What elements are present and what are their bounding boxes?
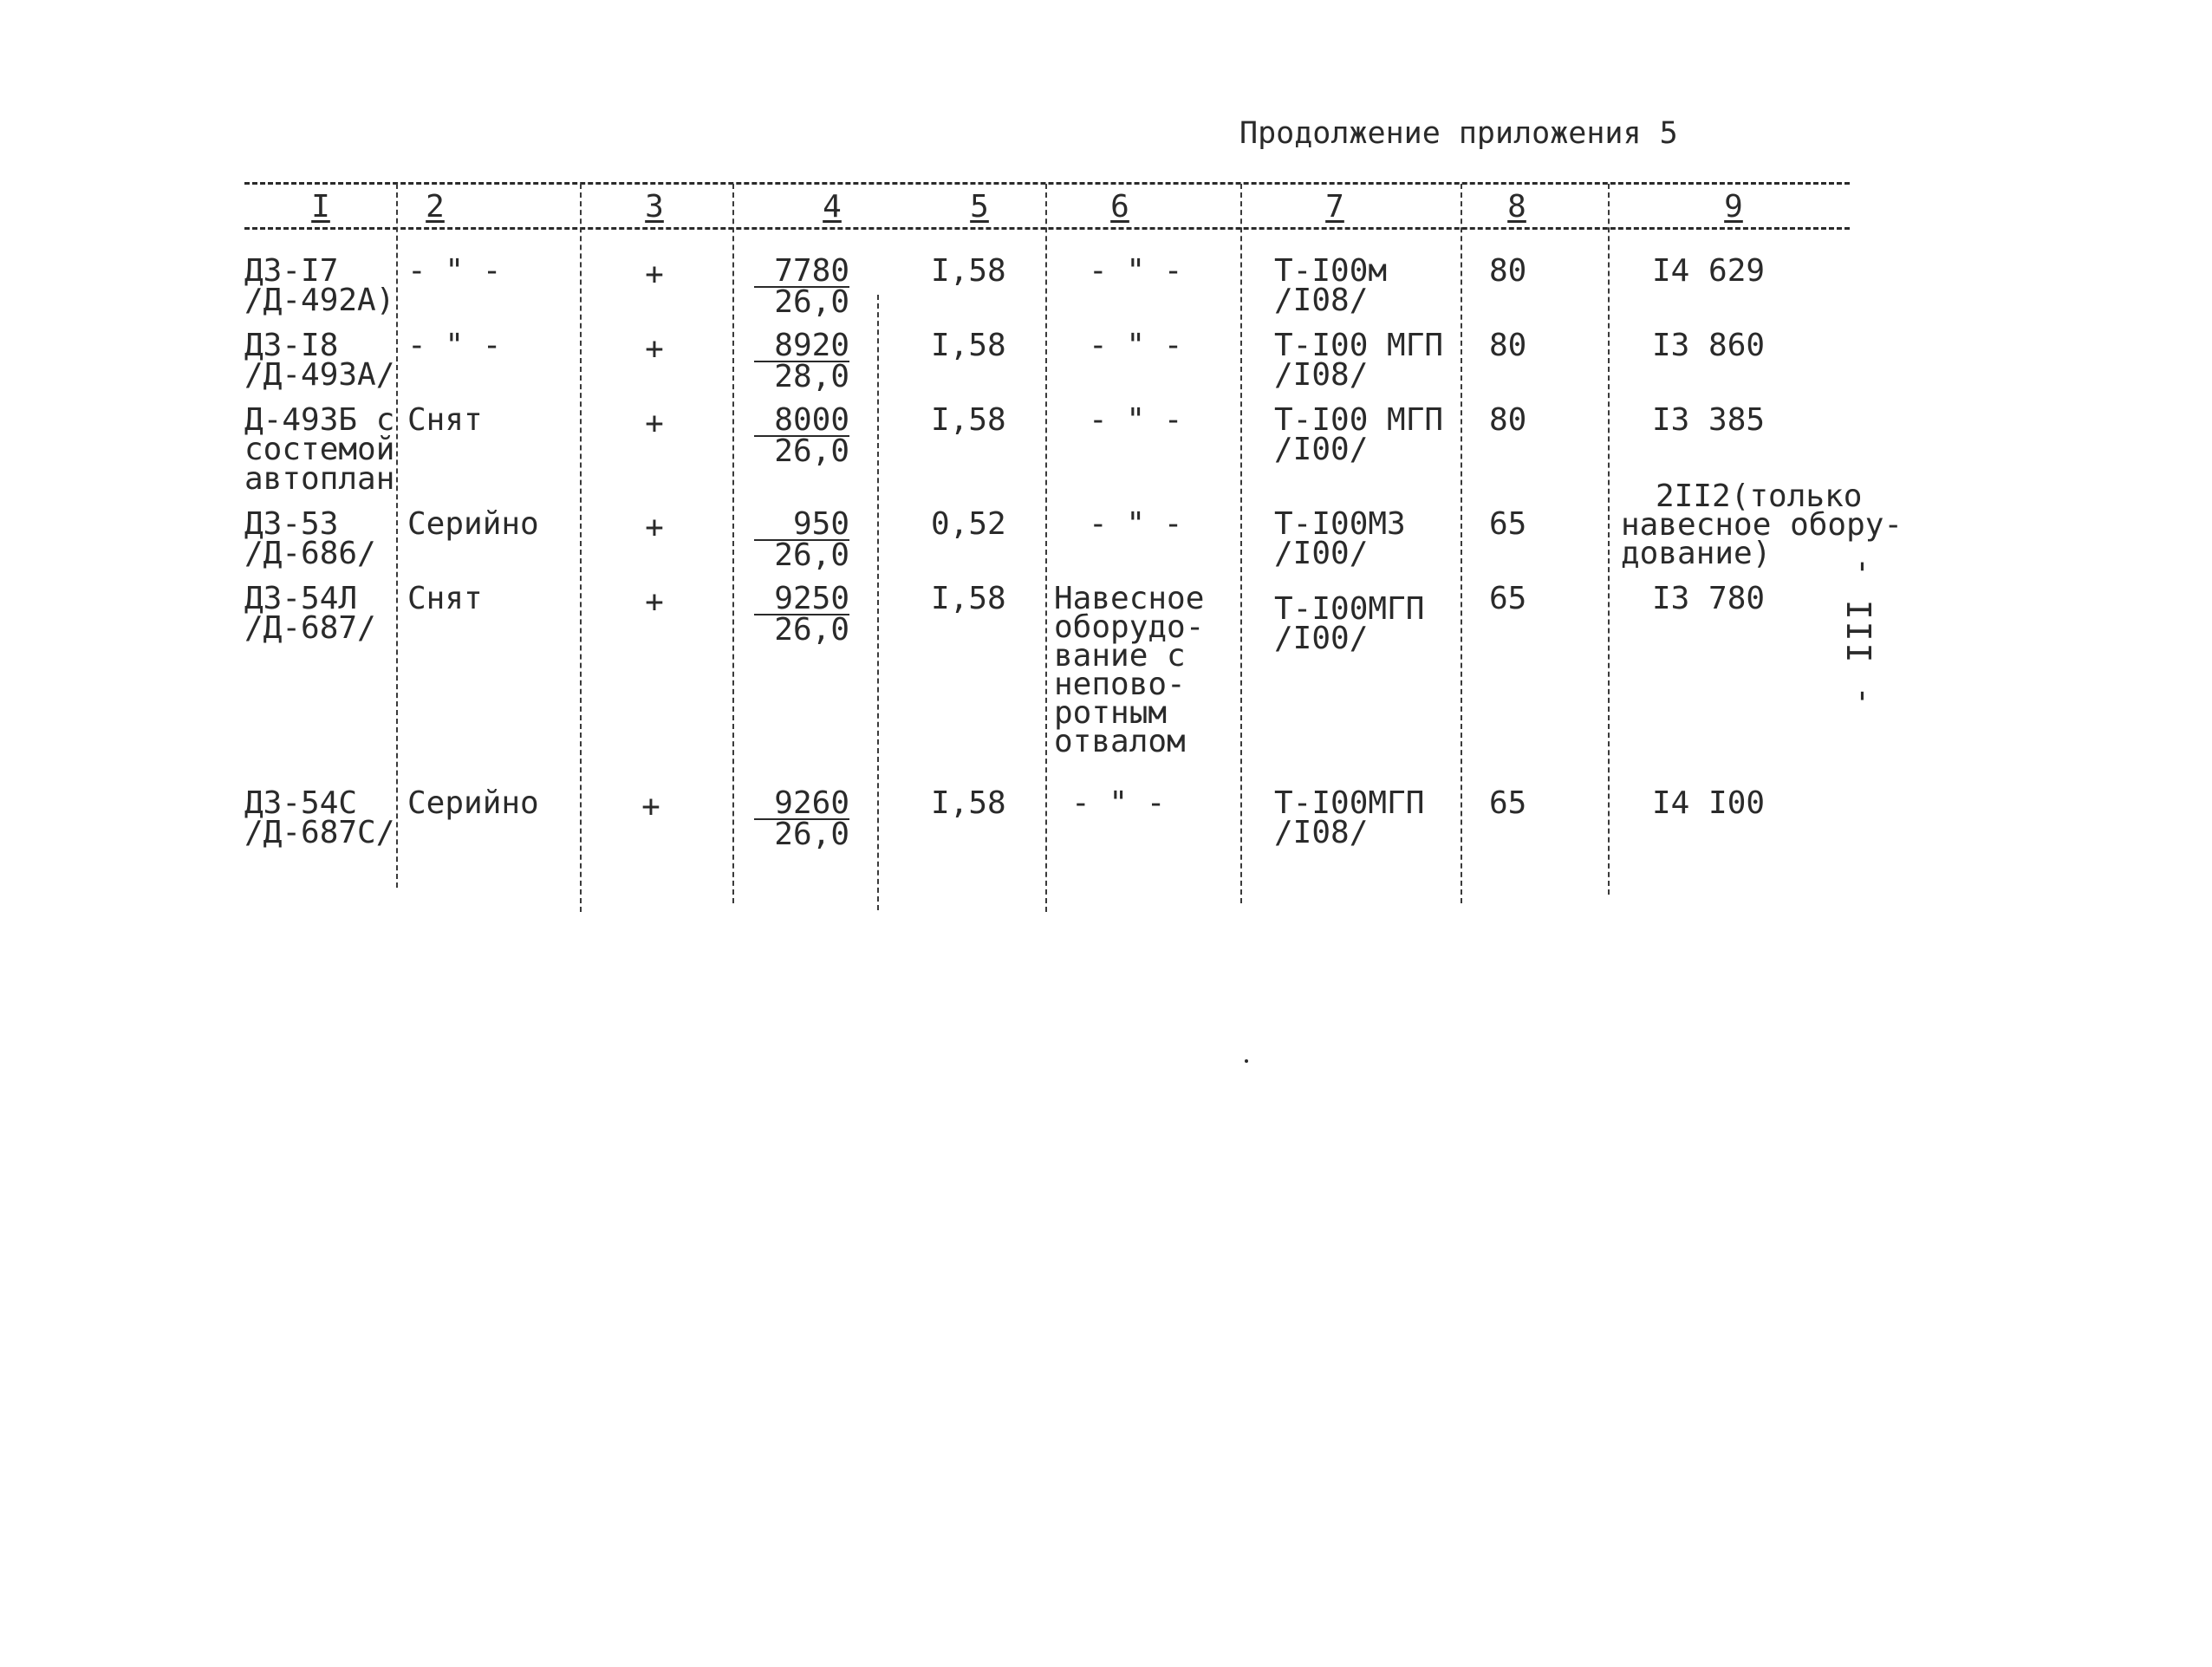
table-cell-equipment (1071, 785, 1166, 821)
column-header-5: 5 (970, 189, 989, 225)
column-separator (1461, 184, 1462, 903)
tractor-line: Т-I00МГП (1274, 591, 1425, 627)
column-header-6: 6 (1110, 189, 1129, 225)
price-line: I3 780 (1652, 581, 1766, 616)
column-separator (877, 295, 879, 910)
equipment-line: - " - (1089, 506, 1183, 542)
fraction-denominator: 26,0 (774, 612, 849, 648)
table-cell-equipment (1089, 506, 1183, 542)
table-cell-fraction (754, 253, 849, 320)
model-line: ДЗ-I7 (244, 253, 339, 289)
column-separator (1608, 184, 1610, 895)
column-header-8: 8 (1507, 189, 1526, 225)
table-cell-power: 80 (1489, 253, 1527, 289)
model-line: /Д-687С/ (244, 815, 395, 850)
table-cell-tractor (1274, 328, 1444, 393)
table-cell-price (1652, 581, 1766, 616)
column-separator (1240, 184, 1242, 903)
tractor-line: /I00/ (1274, 621, 1369, 656)
tractor-line: Т-I00 МГП (1274, 402, 1444, 438)
table-cell-model (244, 402, 395, 497)
table-cell-power: 65 (1489, 506, 1527, 542)
table-cell-price (1652, 402, 1766, 438)
table-cell-mark: + (645, 406, 664, 441)
table-cell-equipment (1089, 328, 1183, 363)
page-number: - III - (1841, 555, 1879, 707)
tractor-line: Т-I00МГП (1274, 785, 1425, 821)
table-cell-price (1652, 785, 1766, 821)
table-cell-mark: + (641, 789, 660, 824)
table-cell-price (1652, 328, 1766, 363)
table-cell-model (244, 785, 395, 850)
table-cell-model (244, 506, 376, 571)
table-cell-fraction (754, 328, 849, 394)
model-line: ДЗ-53 (244, 506, 339, 542)
column-header-3: 3 (645, 189, 664, 225)
column-header-2: 2 (426, 189, 445, 225)
table-cell-mark: + (645, 584, 664, 620)
equipment-line: Навесное (1054, 581, 1205, 616)
column-header-7: 7 (1325, 189, 1344, 225)
fraction-numerator: 9250 (754, 584, 849, 615)
table-cell-tractor (1274, 506, 1406, 571)
fraction-numerator: 7780 (754, 257, 849, 288)
table-cell-tractor (1274, 253, 1388, 318)
equipment-line: - " - (1089, 253, 1183, 289)
model-line: /Д-687/ (244, 610, 376, 646)
table-cell-value: I,58 (931, 253, 1006, 289)
table-cell-value: I,58 (931, 402, 1006, 438)
equipment-line: - " - (1071, 785, 1166, 821)
table-cell-tractor (1274, 785, 1425, 850)
price-line: 2II2(только (1656, 479, 1863, 514)
stray-mark (1245, 1059, 1248, 1063)
price-line: I3 860 (1652, 328, 1766, 363)
table-cell-status: - " - (407, 253, 502, 289)
column-separator (732, 184, 734, 903)
model-line: состемой (244, 432, 395, 467)
table-cell-status: Серийно (407, 506, 539, 542)
model-line: ДЗ-I8 (244, 328, 339, 363)
equipment-line: - " - (1089, 328, 1183, 363)
tractor-line: Т-I00м (1274, 253, 1388, 289)
tractor-line: Т-I00 МГП (1274, 328, 1444, 363)
fraction-denominator: 28,0 (774, 359, 849, 394)
table-cell-tractor (1274, 591, 1425, 656)
equipment-line: ротным (1054, 695, 1168, 731)
table-cell-value: I,58 (931, 581, 1006, 616)
column-header-1: I (311, 189, 330, 225)
fraction-denominator: 26,0 (774, 817, 849, 852)
model-line: ДЗ-54С (244, 785, 358, 821)
column-separator (396, 184, 398, 888)
table-cell-mark: + (645, 257, 664, 292)
tractor-line: Т-I00МЗ (1274, 506, 1406, 542)
equipment-line: оборудо- (1054, 609, 1205, 645)
model-line: /Д-493А/ (244, 357, 395, 393)
table-cell-equipment (1054, 581, 1205, 759)
model-line: Д-493Б с (244, 402, 395, 438)
price-line: навесное обору- (1621, 507, 1903, 543)
table-cell-mark: + (645, 510, 664, 545)
price-line: I4 629 (1652, 253, 1766, 289)
model-line: ДЗ-54Л (244, 581, 358, 616)
table-cell-fraction (754, 506, 849, 573)
table-cell-status: - " - (407, 328, 502, 363)
price-line: I3 385 (1652, 402, 1766, 438)
table-cell-power: 80 (1489, 328, 1527, 363)
table-cell-fraction (754, 402, 849, 469)
model-line: /Д-492А) (244, 283, 395, 318)
column-header-4: 4 (823, 189, 842, 225)
column-separator (580, 184, 582, 912)
price-line: I4 I00 (1652, 785, 1766, 821)
table-cell-model (244, 328, 395, 393)
fraction-numerator: 8920 (754, 331, 849, 362)
column-separator (1045, 184, 1047, 912)
table-cell-power: 65 (1489, 581, 1527, 616)
model-line: /Д-686/ (244, 536, 376, 571)
table-cell-mark: + (645, 331, 664, 367)
table-cell-value: I,58 (931, 785, 1006, 821)
table-cell-value: I,58 (931, 328, 1006, 363)
table-cell-equipment (1089, 253, 1183, 289)
table-cell-status: Снят (407, 402, 483, 438)
table-cell-tractor (1274, 402, 1444, 467)
caption-continuation: Продолжение приложения 5 (1239, 116, 1678, 151)
fraction-numerator: 8000 (754, 406, 849, 437)
table-cell-power: 80 (1489, 402, 1527, 438)
tractor-line: /I00/ (1274, 536, 1369, 571)
price-line: дование) (1621, 536, 1772, 571)
tractor-line: /I08/ (1274, 283, 1369, 318)
table-cell-equipment (1089, 402, 1183, 438)
equipment-line: вание с (1054, 638, 1186, 674)
table-cell-model (244, 253, 395, 318)
fraction-denominator: 26,0 (774, 537, 849, 573)
fraction-denominator: 26,0 (774, 284, 849, 320)
equipment-line: непово- (1054, 667, 1186, 702)
model-line: автоплан (244, 461, 395, 497)
table-cell-price (1652, 253, 1766, 289)
table-cell-power: 65 (1489, 785, 1527, 821)
table-cell-status: Снят (407, 581, 483, 616)
fraction-numerator: 9260 (754, 789, 849, 820)
table-cell-model (244, 581, 376, 646)
table-cell-status: Серийно (407, 785, 539, 821)
table-cell-fraction (754, 785, 849, 852)
table-cell-value: 0,52 (931, 506, 1006, 542)
tractor-line: /I00/ (1274, 432, 1369, 467)
tractor-line: /I08/ (1274, 357, 1369, 393)
column-header-9: 9 (1724, 189, 1743, 225)
tractor-line: /I08/ (1274, 815, 1369, 850)
fraction-numerator: 950 (754, 510, 849, 541)
equipment-line: отвалом (1054, 724, 1186, 759)
fraction-denominator: 26,0 (774, 433, 849, 469)
equipment-line: - " - (1089, 402, 1183, 438)
table-cell-fraction (754, 581, 849, 648)
